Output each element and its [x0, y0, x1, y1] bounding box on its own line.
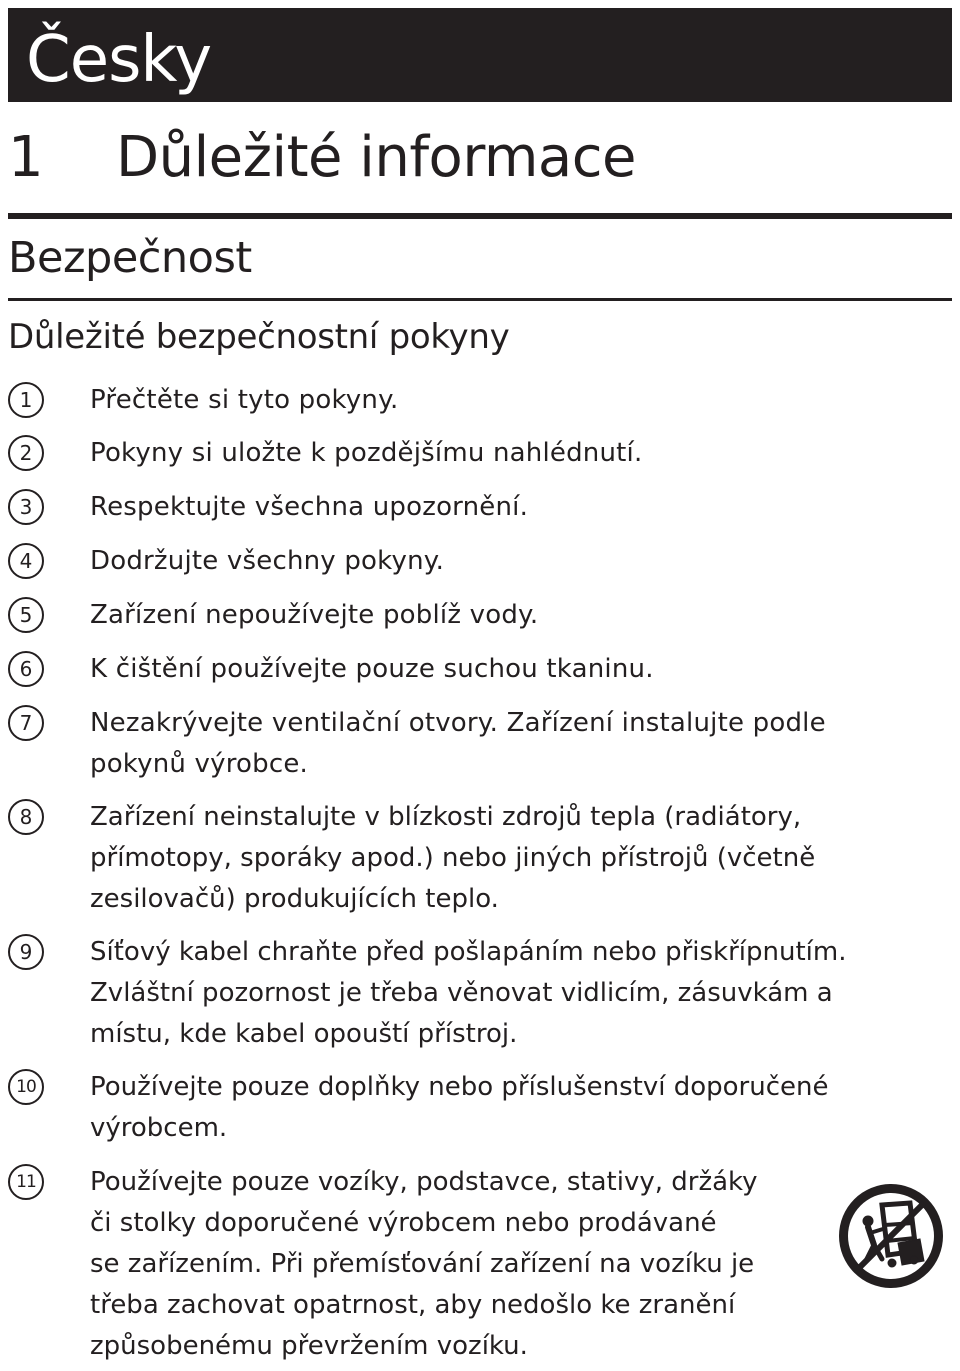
item-text-line: se zařízením. Při přemísťování zařízení na vozíku je	[90, 1249, 755, 1279]
item-number-marker: 7	[8, 705, 44, 741]
item-text-line: Zařízení neinstalujte v blízkosti zdrojů tepla (radiátory,	[90, 802, 802, 832]
item-number-marker: 4	[8, 543, 44, 579]
section-title: Bezpečnost	[8, 233, 252, 283]
item-text-line: Dodržujte všechny pokyny.	[90, 546, 445, 576]
item-number-marker: 8	[8, 799, 44, 835]
item-text	[90, 433, 642, 474]
item-number-marker: 10	[8, 1069, 44, 1105]
item-number-marker: 11	[8, 1164, 44, 1200]
item-text-line: či stolky doporučené výrobcem nebo prodávané	[90, 1208, 717, 1238]
chapter-title: Důležité informace	[116, 125, 636, 190]
subsection-title: Důležité bezpečnostní pokyny	[8, 317, 510, 357]
item-number-marker: 1	[8, 382, 44, 418]
item-number-marker: 3	[8, 489, 44, 525]
item-text	[90, 1067, 828, 1149]
chapter-heading	[8, 118, 952, 218]
item-text-line: Nezakrývejte ventilační otvory. Zařízení instalujte podle	[90, 708, 826, 738]
item-text-line: přímotopy, sporáky apod.) nebo jiných přístrojů (včetně	[90, 843, 816, 873]
item-text-line: Respektujte všechna upozornění.	[90, 492, 529, 522]
item-text-line: zesilovačů) produkujících teplo.	[90, 884, 499, 914]
item-text-line: Pokyny si uložte k pozdějšímu nahlédnutí.	[90, 438, 643, 468]
chapter-divider	[8, 213, 952, 219]
item-number-marker: 2	[8, 435, 44, 471]
item-text	[90, 541, 444, 582]
cart-tip-over-warning-icon	[838, 1183, 944, 1289]
language-title: Česky	[26, 23, 212, 97]
item-text-line: místu, kde kabel opouští přístroj.	[90, 1019, 518, 1049]
item-number-marker: 5	[8, 597, 44, 633]
section-divider	[8, 298, 952, 301]
chapter-number: 1	[8, 125, 44, 190]
item-text-line: K čištění používejte pouze suchou tkaninu.	[90, 654, 654, 684]
item-text	[90, 595, 538, 636]
item-number-marker: 6	[8, 651, 44, 687]
item-text-line: Zařízení nepoužívejte poblíž vody.	[90, 600, 539, 630]
item-text-line: Síťový kabel chraňte před pošlapáním nebo přiskřípnutím.	[90, 937, 847, 967]
item-number-marker: 9	[8, 934, 44, 970]
item-text	[90, 797, 815, 920]
item-text-line: pokynů výrobce.	[90, 749, 309, 779]
item-text	[90, 487, 528, 528]
item-text-line: Zvláštní pozornost je třeba věnovat vidlicím, zásuvkám a	[90, 978, 833, 1008]
item-text-line: způsobenému převržením vozíku.	[90, 1331, 528, 1361]
item-text-line: Používejte pouze doplňky nebo příslušenství doporučené	[90, 1072, 829, 1102]
item-text-line: Přečtěte si tyto pokyny.	[90, 385, 399, 415]
item-text	[90, 932, 847, 1055]
language-banner	[8, 8, 952, 102]
item-text-line: třeba zachovat opatrnost, aby nedošlo ke zranění	[90, 1290, 736, 1320]
item-text-line: výrobcem.	[90, 1113, 228, 1143]
item-text	[90, 649, 654, 690]
item-text-line: Používejte pouze vozíky, podstavce, stativy, držáky	[90, 1167, 758, 1197]
item-text	[90, 703, 826, 785]
item-text	[90, 380, 398, 421]
item-text	[90, 1162, 758, 1367]
